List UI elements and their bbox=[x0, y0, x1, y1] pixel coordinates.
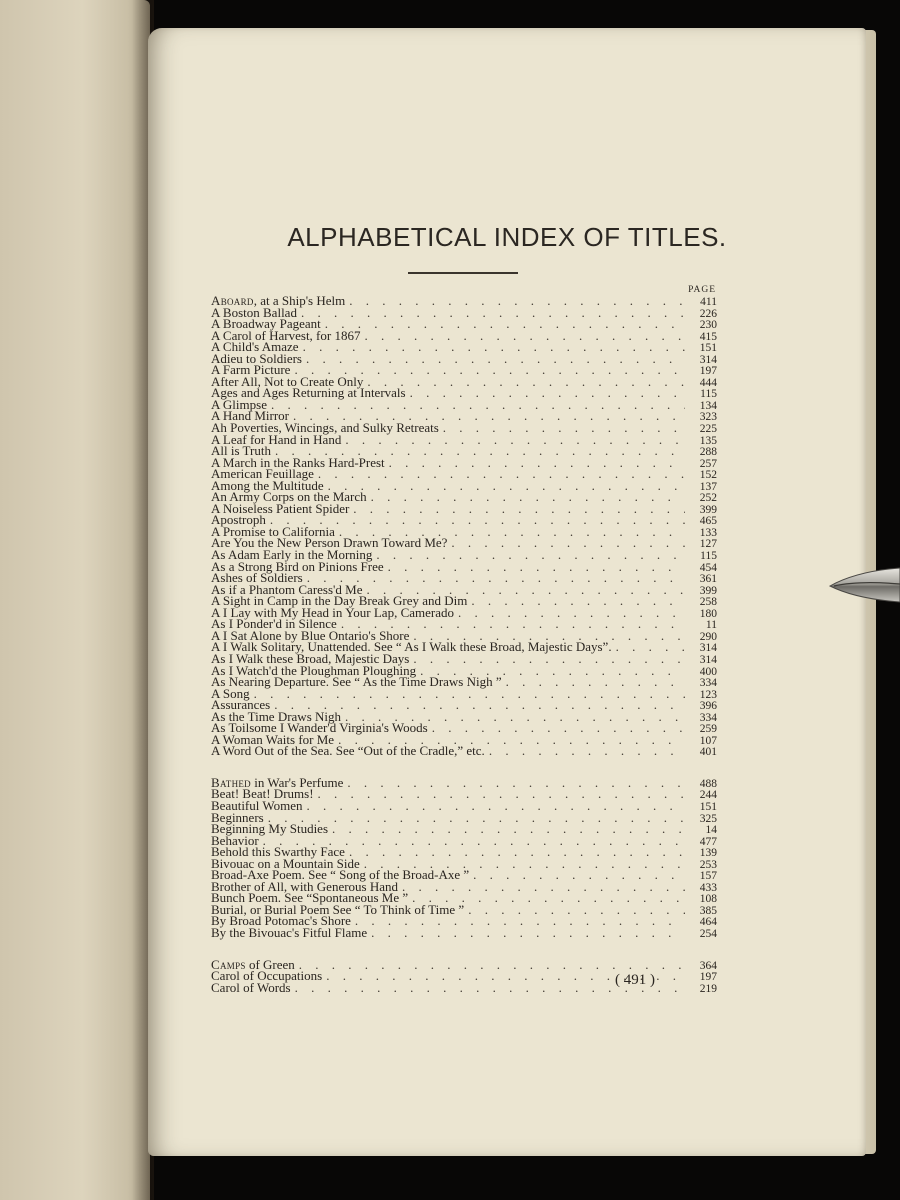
dot-leader bbox=[307, 800, 685, 812]
entry-lead-word: Camps bbox=[211, 956, 246, 972]
index-entry bbox=[211, 797, 717, 813]
entry-page-number: 314 bbox=[699, 353, 717, 366]
entry-title-text: in War's Perfume bbox=[250, 774, 344, 790]
index-section-b bbox=[211, 774, 717, 940]
dot-leader bbox=[254, 688, 685, 700]
entry-title-text: A Sight in Camp in the Day Break Grey and Dim bbox=[211, 593, 468, 609]
entry-page-number: 253 bbox=[699, 858, 717, 871]
dot-leader bbox=[443, 422, 685, 434]
entry-title-text: Are You the New Person Drawn Toward Me? bbox=[211, 535, 448, 551]
title-rule bbox=[408, 272, 518, 274]
dot-leader bbox=[371, 491, 685, 503]
index-entry bbox=[211, 500, 717, 516]
entry-page-number: 244 bbox=[699, 789, 717, 802]
entry-title-text: Beautiful Women bbox=[211, 797, 303, 813]
entry-title-text: Behavior bbox=[211, 832, 259, 848]
dot-leader bbox=[268, 812, 685, 824]
entry-page-number: 157 bbox=[699, 870, 717, 883]
entry-page-number: 197 bbox=[699, 365, 717, 378]
dot-leader bbox=[451, 537, 685, 549]
entry-page-number: 254 bbox=[699, 927, 717, 940]
page-marker-clip-icon bbox=[828, 562, 900, 608]
entry-page-number: 488 bbox=[699, 777, 717, 790]
entry-page-number: 107 bbox=[699, 734, 717, 747]
entry-title-text: A Hand Mirror bbox=[211, 408, 289, 424]
entry-page-number: 137 bbox=[699, 480, 717, 493]
entry-title-text: As the Time Draws Nigh bbox=[211, 708, 342, 724]
dot-leader bbox=[458, 607, 685, 619]
entry-page-number: 325 bbox=[699, 812, 717, 825]
entry-title-text: As Adam Early in the Morning bbox=[211, 547, 373, 563]
dot-leader bbox=[389, 457, 685, 469]
entry-title-text: Beginners bbox=[211, 809, 264, 825]
entry-title-text: Brother of All, with Generous Hand bbox=[211, 878, 399, 894]
entry-page-number: 14 bbox=[705, 824, 717, 837]
entry-page-number: 399 bbox=[699, 584, 717, 597]
index-entries bbox=[211, 295, 717, 993]
page-number: ( 491 ) bbox=[615, 972, 655, 988]
entry-title-text: A Song bbox=[211, 685, 250, 701]
dot-leader bbox=[413, 653, 685, 665]
entry-page-number: 314 bbox=[699, 642, 717, 655]
page-column-label: PAGE bbox=[688, 285, 716, 295]
entry-title-text: As I Walk these Broad, Majestic Days bbox=[211, 650, 410, 666]
entry-title-text: As Toilsome I Wander'd Virginia's Woods bbox=[211, 720, 428, 736]
entry-title-text: As I Watch'd the Ploughman Ploughing bbox=[211, 662, 417, 678]
entry-page-number: 133 bbox=[699, 526, 717, 539]
dot-leader bbox=[388, 561, 685, 573]
entry-lead-word: Bathed bbox=[211, 774, 251, 790]
entry-title-text: By the Bivouac's Fitful Flame bbox=[211, 924, 368, 940]
entry-page-number: 127 bbox=[699, 538, 717, 551]
dot-leader bbox=[432, 722, 685, 734]
dot-leader bbox=[299, 959, 685, 971]
entry-page-number: 399 bbox=[699, 503, 717, 516]
entry-title-text: After All, Not to Create Only bbox=[211, 373, 364, 389]
index-entry bbox=[211, 823, 717, 835]
entry-page-number: 288 bbox=[699, 446, 717, 459]
entry-page-number: 115 bbox=[700, 388, 717, 401]
entry-page-number: 11 bbox=[705, 619, 717, 632]
dot-leader bbox=[489, 745, 685, 757]
entry-page-number: 400 bbox=[699, 665, 717, 678]
entry-page-number: 323 bbox=[699, 411, 717, 424]
entry-page-number: 152 bbox=[699, 469, 717, 482]
dot-leader bbox=[371, 927, 685, 939]
entry-page-number: 257 bbox=[699, 457, 717, 470]
entry-title-text: Adieu to Soldiers bbox=[211, 350, 302, 366]
entry-title-text: An Army Corps on the March bbox=[211, 489, 367, 505]
entry-page-number: 364 bbox=[699, 959, 717, 972]
entry-page-number: 465 bbox=[699, 515, 717, 528]
entry-title-text: As if a Phantom Caress'd Me bbox=[211, 581, 363, 597]
entry-title-text: As I Ponder'd in Silence bbox=[211, 616, 337, 632]
entry-title-text: Ashes of Soldiers bbox=[211, 570, 303, 586]
index-section-a bbox=[211, 295, 717, 757]
entry-page-number: 259 bbox=[699, 723, 717, 736]
entry-title-text: A I Sat Alone by Blue Ontario's Shore bbox=[211, 627, 410, 643]
entry-page-number: 444 bbox=[699, 376, 717, 389]
dot-leader bbox=[271, 399, 685, 411]
dot-leader bbox=[307, 572, 685, 584]
entry-lead-word: Aboard bbox=[211, 293, 254, 308]
entry-title-text: A Promise to California bbox=[211, 523, 335, 539]
entry-title-text: Beat! Beat! Drums! bbox=[211, 786, 314, 802]
entry-title-text: A Farm Picture bbox=[211, 362, 291, 378]
index-entry bbox=[211, 431, 717, 447]
entry-title bbox=[211, 745, 485, 757]
left-page bbox=[0, 0, 150, 1200]
entry-title bbox=[211, 676, 502, 688]
entry-title-text: Bivouac on a Mountain Side bbox=[211, 855, 360, 871]
entry-page-number: 151 bbox=[699, 342, 717, 355]
entry-title-text: A I Lay with My Head in Your Lap, Camerado bbox=[211, 604, 454, 620]
entry-page-number: 454 bbox=[699, 561, 717, 574]
entry-page-number: 219 bbox=[699, 982, 717, 995]
entry-title-text: Carol of Occupations bbox=[211, 968, 323, 984]
entry-page-number: 115 bbox=[700, 550, 717, 563]
entry-title-text: A Child's Amaze bbox=[211, 339, 299, 355]
dot-leader bbox=[376, 549, 685, 561]
entry-title-text: A Leaf for Hand in Hand bbox=[211, 431, 342, 447]
dot-leader bbox=[616, 641, 685, 653]
entry-page-number: 135 bbox=[699, 434, 717, 447]
entry-title-text: Apostroph bbox=[211, 512, 266, 528]
entry-page-number: 415 bbox=[699, 330, 717, 343]
dot-leader bbox=[364, 330, 685, 342]
entry-title-text: All is Truth bbox=[211, 443, 271, 459]
entry-page-number: 123 bbox=[699, 688, 717, 701]
dot-leader bbox=[468, 904, 685, 916]
entry-title-text: American Feuillage bbox=[211, 466, 314, 482]
entry-page-number: 258 bbox=[699, 596, 717, 609]
entry-page-number: 180 bbox=[699, 607, 717, 620]
dot-leader bbox=[318, 788, 685, 800]
dot-leader bbox=[325, 318, 685, 330]
dot-leader bbox=[347, 777, 685, 789]
entry-title-text: By Broad Potomac's Shore bbox=[211, 913, 351, 929]
entry-page-number: 225 bbox=[699, 423, 717, 436]
entry-title bbox=[211, 979, 291, 995]
entry-page-number: 230 bbox=[699, 319, 717, 332]
entry-title-text: Assurances bbox=[211, 697, 271, 713]
dot-leader bbox=[353, 503, 685, 515]
entry-title-text: As Nearing Departure. See “ As the Time Draws Nigh ” bbox=[211, 674, 502, 690]
entry-page-number: 252 bbox=[699, 492, 717, 505]
entry-page-number: 134 bbox=[699, 399, 717, 412]
index-entry bbox=[211, 676, 717, 688]
index-entry bbox=[211, 924, 717, 940]
entry-title-text: A Glimpse bbox=[211, 396, 267, 412]
entry-title-text: A March in the Ranks Hard-Prest bbox=[211, 454, 385, 470]
entry-page-number: 226 bbox=[699, 307, 717, 320]
entry-page-number: 151 bbox=[699, 800, 717, 813]
entry-page-number: 108 bbox=[699, 893, 717, 906]
dot-leader bbox=[303, 341, 685, 353]
entry-page-number: 139 bbox=[699, 847, 717, 860]
entry-page-number: 411 bbox=[700, 296, 717, 308]
dot-leader bbox=[349, 295, 685, 307]
entry-title-text: Carol of Words bbox=[211, 979, 291, 995]
dot-leader bbox=[301, 307, 685, 319]
entry-title-text: A Word Out of the Sea. See “Out of the Cradle,” etc. bbox=[211, 743, 485, 759]
entry-title-text: Ah Poverties, Wincings, and Sulky Retreats bbox=[211, 420, 439, 436]
dot-leader bbox=[345, 434, 685, 446]
entry-title-text: A Boston Ballad bbox=[211, 304, 297, 320]
entry-title-text: Burial, or Burial Poem See “ To Think of Time ” bbox=[211, 901, 465, 917]
index-entry bbox=[211, 387, 717, 399]
dot-leader bbox=[473, 869, 685, 881]
entry-title-text: A Woman Waits for Me bbox=[211, 731, 335, 747]
dot-leader bbox=[506, 676, 685, 688]
entry-title-text: A Broadway Pageant bbox=[211, 316, 321, 332]
entry-title-text: Among the Multitude bbox=[211, 477, 324, 493]
dot-leader bbox=[367, 376, 685, 388]
entry-page-number: 334 bbox=[699, 677, 717, 690]
entry-title-text: , at a Ship's Helm bbox=[253, 293, 346, 308]
entry-page-number: 197 bbox=[699, 971, 717, 984]
entry-page-number: 464 bbox=[699, 916, 717, 929]
entry-title-text: Beginning My Studies bbox=[211, 821, 329, 837]
entry-page-number: 314 bbox=[699, 653, 717, 666]
entry-page-number: 396 bbox=[699, 700, 717, 713]
entry-title-text: A Carol of Harvest, for 1867 bbox=[211, 327, 361, 343]
entry-page-number: 401 bbox=[699, 746, 717, 759]
dot-leader bbox=[471, 595, 685, 607]
index-entry bbox=[211, 685, 717, 701]
entry-page-number: 385 bbox=[699, 904, 717, 917]
dot-leader bbox=[355, 915, 685, 927]
dot-leader bbox=[306, 353, 685, 365]
entry-title-text: A Noiseless Patient Spider bbox=[211, 500, 350, 516]
dot-leader bbox=[328, 480, 685, 492]
entry-page-number: 433 bbox=[699, 881, 717, 894]
entry-page-number: 290 bbox=[699, 630, 717, 643]
dot-leader bbox=[349, 846, 685, 858]
entry-title-text: As a Strong Bird on Pinions Free bbox=[211, 558, 384, 574]
entry-title bbox=[211, 924, 368, 940]
index-entry bbox=[211, 745, 717, 757]
entry-title-text: of Green bbox=[245, 956, 295, 972]
entry-title-text: A I Walk Solitary, Unattended. See “ As I Walk these Broad, Majestic Days”. bbox=[211, 639, 612, 655]
entry-title-text: Broad-Axe Poem. See “ Song of the Broad-Axe ” bbox=[211, 867, 470, 883]
entry-title-text: Ages and Ages Returning at Intervals bbox=[211, 385, 406, 401]
entry-title-text: Bunch Poem. See “Spontaneous Me ” bbox=[211, 890, 409, 906]
dot-leader bbox=[332, 823, 685, 835]
entry-page-number: 477 bbox=[699, 835, 717, 848]
entry-title-text: Behold this Swarthy Face bbox=[211, 844, 345, 860]
dot-leader bbox=[410, 387, 685, 399]
dot-leader bbox=[318, 468, 685, 480]
entry-page-number: 361 bbox=[699, 573, 717, 586]
entry-page-number: 334 bbox=[699, 711, 717, 724]
dot-leader bbox=[402, 881, 685, 893]
page-title: ALPHABETICAL INDEX OF TITLES. bbox=[287, 222, 727, 252]
